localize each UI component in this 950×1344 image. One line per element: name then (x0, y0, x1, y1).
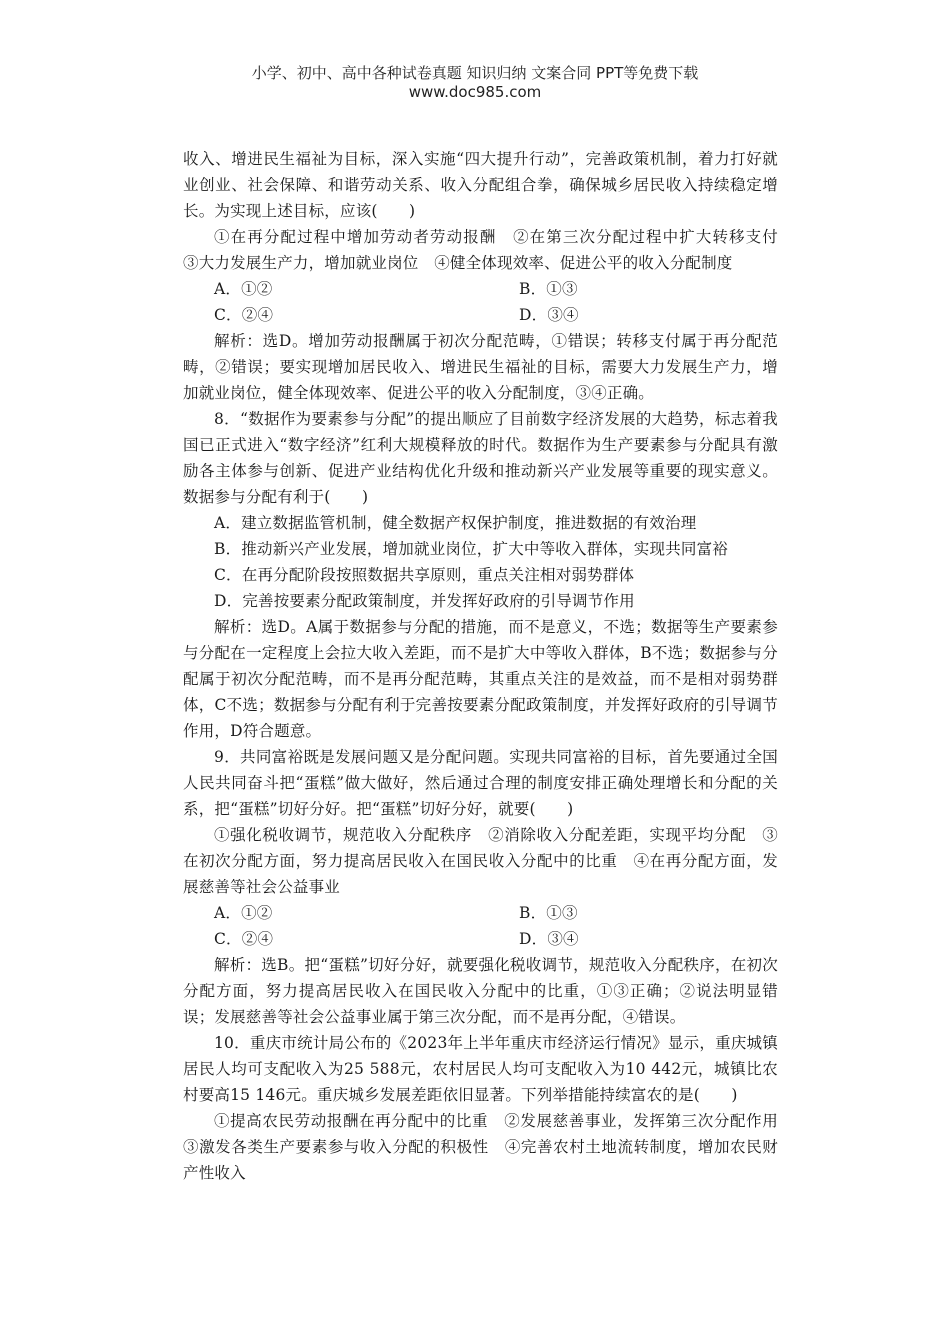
question-stem: 8．“数据作为要素参与分配”的提出顺应了目前数字经济发展的大趋势，标志着我国已正式进入“数字经济”红利大规模释放的时代。数据作为生产要素参与分配具有激励各主体参与创新、促进产业结构优化升级和推动新兴产业发展等重要的现实意义。数据参与分配有利于( ) (183, 410, 778, 506)
question-items: ①提高农民劳动报酬在再分配中的比重 ②发展慈善事业，发挥第三次分配作用 ③激发各类生产要素参与收入分配的积极性 ④完善农村土地流转制度，增加农民财产性收入 (183, 1112, 794, 1182)
question-items: ①在再分配过程中增加劳动者劳动报酬 ②在第三次分配过程中扩大转移支付 ③大力发展生产力，增加就业岗位 ④健全体现效率、促进公平的收入分配制度 (183, 228, 794, 272)
option-row (183, 900, 778, 926)
option-b: B．①③ (519, 904, 578, 922)
option-c: C．②④ (214, 306, 274, 324)
option-row (183, 302, 778, 328)
option-c: C．②④ (214, 930, 274, 948)
question-stem: 收入、增进民生福祉为目标，深入实施“四大提升行动”，完善政策机制，着力打好就业创业、社会保障、和谐劳动关系、收入分配组合拳，确保城乡居民收入持续稳定增长。为实现上述目标，应该( ) (183, 150, 778, 220)
option-d: D．完善按要素分配政策制度，并发挥好政府的引导调节作用 (214, 592, 635, 610)
question-10 (183, 1030, 794, 1186)
analysis: 解析：选B。把“蛋糕”切好分好，就要强化税收调节，规范收入分配秩序，在初次分配方面，努力提高居民收入在国民收入分配中的比重，①③正确；②说法明显错误；发展慈善等社会公益事业属于第三次分配，而不是再分配，④错误。 (183, 956, 778, 1026)
option-row (183, 926, 778, 952)
option-a: A．建立数据监管机制，健全数据产权保护制度，推进数据的有效治理 (214, 514, 697, 532)
header-title: 小学、初中、高中各种试卷真题 知识归纳 文案合同 PPT等免费下载 (251, 64, 699, 82)
analysis: 解析：选D。增加劳动报酬属于初次分配范畴，①错误；转移支付属于再分配范畴，②错误；要实现增加居民收入、增进民生福祉的目标，需要大力发展生产力，增加就业岗位，健全体现效率、促进公平的收入分配制度，③④正确。 (183, 332, 778, 402)
question-stem: 9．共同富裕既是发展问题又是分配问题。实现共同富裕的目标，首先要通过全国人民共同奋斗把“蛋糕”做大做好，然后通过合理的制度安排正确处理增长和分配的关系，把“蛋糕”切好分好。把“蛋糕”切好分好，就要( ) (183, 748, 778, 818)
option-b: B．①③ (519, 280, 578, 298)
header-url: www.doc985.com (408, 83, 542, 101)
document-body (183, 146, 794, 1186)
option-a: A．①② (214, 280, 273, 298)
question-8 (183, 406, 778, 744)
option-a: A．①② (214, 904, 273, 922)
option-b: B．推动新兴产业发展，增加就业岗位，扩大中等收入群体，实现共同富裕 (214, 540, 728, 558)
option-d: D．③④ (519, 930, 579, 948)
page-header (0, 64, 950, 102)
option-c: C．在再分配阶段按照数据共享原则，重点关注相对弱势群体 (214, 566, 635, 584)
option-row (183, 276, 778, 302)
question-9 (183, 744, 778, 1030)
question-7 (183, 146, 794, 406)
option-d: D．③④ (519, 306, 579, 324)
analysis: 解析：选D。A属于数据参与分配的措施，而不是意义，不选；数据等生产要素参与分配在一定程度上会拉大收入差距，而不是扩大中等收入群体，B不选；数据参与分配属于初次分配范畴，而不是再分配范畴，其重点关注的是效益，而不是相对弱势群体，C不选；数据参与分配有利于完善按要素分配政策制度，并发挥好政府的引导调节作用，D符合题意。 (183, 618, 778, 740)
question-items: ①强化税收调节，规范收入分配秩序 ②消除收入分配差距，实现平均分配 ③在初次分配方面，努力提高居民收入在国民收入分配中的比重 ④在再分配方面，发展慈善等社会公益事业 (183, 826, 778, 896)
question-stem: 10．重庆市统计局公布的《2023年上半年重庆市经济运行情况》显示，重庆城镇居民人均可支配收入为25 588元，农村居民人均可支配收入为10 442元，城镇比农村要高15 146元。重庆城乡发展差距依旧显著。下列举措能持续富农的是( ) (183, 1034, 778, 1104)
